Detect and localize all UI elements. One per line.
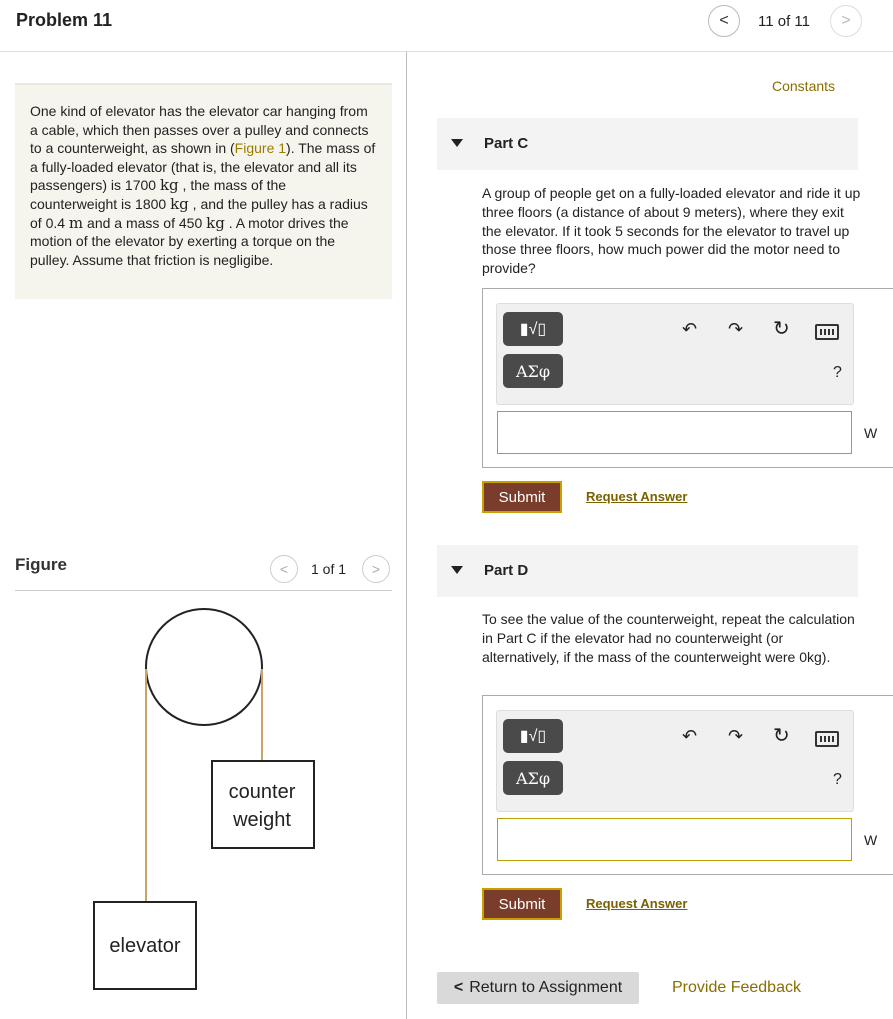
header-divider	[0, 51, 893, 52]
problem-intro: One kind of elevator has the elevator car hanging from a cable, which then passes over a pulley and connects to a counterweight, as shown in (Figure 1). The mass of a fully-loaded elevator (that is, the elevator and all its passengers) is 1700 kg , the mass of the counterweight is 1800 kg , and the pulley has a radius of 0.4 m and a mass of 450 kg . A motor drives the motion of the elevator by exerting a torque on the pulley. Assume that friction is negligibe.	[15, 83, 392, 299]
chevron-left-icon: <	[453, 979, 464, 996]
templates-button[interactable]: ▮√▯	[503, 312, 563, 346]
collapse-triangle-icon	[451, 139, 463, 147]
page-title: Problem 11	[16, 10, 113, 30]
redo-icon[interactable]: ↷	[728, 319, 744, 339]
collapse-triangle-icon	[451, 566, 463, 574]
figure-next-button[interactable]	[362, 555, 390, 583]
part-d-submit-button[interactable]: Submit	[482, 888, 562, 920]
part-c-unit: W	[864, 425, 878, 441]
elevator-pulley-figure	[80, 600, 340, 1000]
pulley	[146, 609, 262, 725]
figure-counter: 1 of 1	[311, 561, 347, 577]
provide-feedback-link[interactable]: Provide Feedback	[672, 979, 801, 996]
reset-icon[interactable]: ↻	[773, 725, 790, 747]
redo-icon[interactable]: ↷	[728, 726, 744, 746]
part-c-header[interactable]	[437, 118, 858, 170]
keyboard-icon[interactable]	[815, 731, 839, 747]
elevator-label: elevator	[109, 935, 181, 957]
figure-divider	[15, 590, 392, 591]
undo-icon[interactable]: ↶	[682, 319, 698, 339]
chevron-left-icon: <	[719, 12, 729, 29]
math-toolbar	[496, 710, 854, 812]
column-divider	[406, 52, 407, 1019]
counterweight-box	[212, 761, 314, 848]
part-c-answer-input[interactable]	[497, 411, 852, 454]
figure-link[interactable]: Figure 1	[234, 140, 287, 157]
figure-prev-button[interactable]	[270, 555, 298, 583]
previous-problem-button[interactable]	[708, 5, 740, 37]
part-d-answer-input[interactable]	[497, 818, 852, 861]
part-d-unit: W	[864, 832, 878, 848]
part-d-answer-area	[482, 695, 893, 875]
return-label: Return to Assignment	[469, 979, 623, 996]
return-to-assignment-button[interactable]	[437, 972, 639, 1004]
symbols-button[interactable]: ΑΣφ	[503, 354, 563, 388]
part-c-question: A group of people get on a fully-loaded elevator and ride it up three floors (a distance of about 9 meters), where they exit the elevator. If it took 5 seconds for the elevator to travel up those three floors, how much power did the motor need to provide?	[482, 185, 861, 277]
counterweight-label-line1: counter	[228, 781, 296, 803]
part-d-question: To see the value of the counterweight, repeat the calculation in Part C if the elevator had no counterweight (or alternatively, if the mass of the counterweight were 0kg).	[482, 611, 855, 665]
figure-heading: Figure	[15, 555, 67, 574]
constants-link[interactable]: Constants	[772, 78, 836, 94]
part-d-request-answer-link[interactable]: Request Answer	[586, 896, 688, 911]
next-problem-button[interactable]	[830, 5, 862, 37]
chevron-right-icon: >	[371, 561, 381, 577]
templates-button[interactable]: ▮√▯	[503, 719, 563, 753]
chevron-right-icon: >	[841, 12, 851, 29]
problem-counter: 11 of 11	[758, 13, 810, 30]
math-toolbar	[496, 303, 854, 405]
part-c-submit-button[interactable]: Submit	[482, 481, 562, 513]
part-d-title: Part D	[484, 562, 529, 579]
part-c-title: Part C	[484, 135, 529, 152]
chevron-left-icon: <	[279, 561, 289, 577]
help-button[interactable]: ?	[833, 771, 842, 788]
keyboard-icon[interactable]	[815, 324, 839, 340]
undo-icon[interactable]: ↶	[682, 726, 698, 746]
part-c-answer-area	[482, 288, 893, 468]
symbols-button[interactable]: ΑΣφ	[503, 761, 563, 795]
help-button[interactable]: ?	[833, 364, 842, 381]
part-d-header[interactable]	[437, 545, 858, 597]
counterweight-label-line2: weight	[233, 809, 291, 831]
reset-icon[interactable]: ↻	[773, 318, 790, 340]
part-c-request-answer-link[interactable]: Request Answer	[586, 489, 688, 504]
